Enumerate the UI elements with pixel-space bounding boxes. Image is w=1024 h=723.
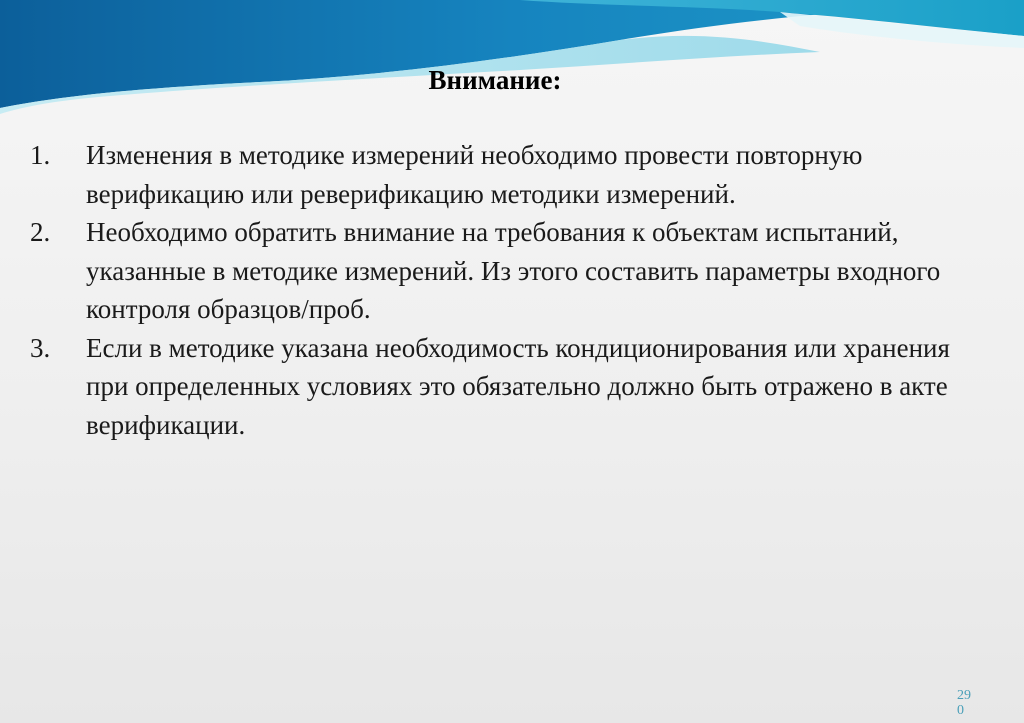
list-item-number: 1. bbox=[30, 140, 51, 170]
list-item-number: 3. bbox=[30, 332, 51, 363]
list-item-text: Необходимо обратить внимание на требования к объектам испытаний, указанные в методике измерений. Из этого составить параметры входного контроля образцов/проб. bbox=[86, 217, 941, 324]
list-item-text: Если в методике указана необходимость кондиционирования или хранения при определенных условиях это обязательно должно быть отражено в акте верификации. bbox=[86, 332, 950, 440]
slide-title: Внимание: bbox=[428, 65, 562, 95]
list-item bbox=[30, 213, 950, 329]
list-item bbox=[30, 136, 950, 213]
list-item-number: 2. bbox=[30, 217, 51, 247]
list-item-text: Изменения в методике измерений необходимо провести повторную верификацию или реверификацию методики измерений. bbox=[86, 140, 863, 209]
attention-list bbox=[30, 136, 950, 444]
header-wave-decoration bbox=[0, 0, 1024, 120]
list-item bbox=[30, 329, 950, 445]
page-number: 29 0 bbox=[957, 688, 971, 718]
